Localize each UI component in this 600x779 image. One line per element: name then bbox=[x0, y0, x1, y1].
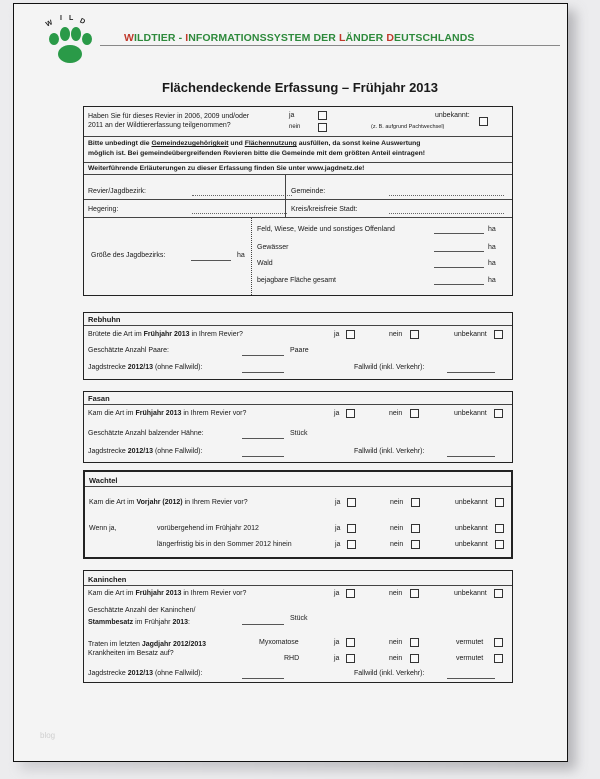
question-text: Kam die Art im bbox=[88, 590, 136, 597]
rebhuhn-question bbox=[88, 331, 243, 338]
header-title-part: L bbox=[338, 32, 346, 44]
fasan-question bbox=[88, 410, 246, 417]
info-row bbox=[84, 163, 512, 175]
kaninchen-count-label2 bbox=[88, 619, 190, 626]
unbekannt-label: unbekannt: bbox=[435, 112, 470, 119]
kreis-input[interactable] bbox=[389, 213, 504, 214]
unbekannt-label: unbekannt bbox=[455, 499, 488, 506]
wachtel-title: Wachtel bbox=[89, 476, 118, 485]
header-title-part: EUTSCHLANDS bbox=[394, 32, 475, 44]
unbekannt-label: unbekannt bbox=[454, 331, 487, 338]
question-text: Kam die Art im bbox=[89, 499, 137, 506]
section-header bbox=[84, 571, 512, 586]
rhd-vermutet-checkbox[interactable] bbox=[494, 654, 503, 663]
ja-label: ja bbox=[334, 331, 340, 338]
participation-question-line1: Haben Sie für dieses Revier in 2006, 2009 und/oder bbox=[88, 113, 250, 120]
ja-label: ja bbox=[335, 499, 341, 506]
revier-row bbox=[84, 175, 512, 200]
myxomatose-ja-checkbox[interactable] bbox=[346, 638, 355, 647]
notice-underlined-land-use: Flächennutzung bbox=[244, 140, 297, 147]
wachtel-sub2-nein-checkbox[interactable] bbox=[411, 540, 420, 549]
wachtel-nein-checkbox[interactable] bbox=[411, 498, 420, 507]
offenland-input[interactable] bbox=[434, 233, 484, 234]
myxomatose-vermutet-checkbox[interactable] bbox=[494, 638, 503, 647]
rebhuhn-nein-checkbox[interactable] bbox=[410, 330, 419, 339]
wachtel-question bbox=[89, 499, 248, 506]
notice-row bbox=[84, 137, 512, 163]
unit-ha: ha bbox=[488, 277, 496, 284]
participation-ja-checkbox[interactable] bbox=[318, 111, 327, 120]
column-divider bbox=[285, 175, 286, 199]
wachtel-section bbox=[83, 470, 513, 559]
ja-label: ja bbox=[334, 410, 340, 417]
wenn-ja-label: Wenn ja, bbox=[89, 525, 117, 532]
fasan-nein-checkbox[interactable] bbox=[410, 409, 419, 418]
nein-label: nein bbox=[390, 541, 404, 548]
column-divider bbox=[285, 200, 286, 217]
disease-rhd: RHD bbox=[284, 655, 300, 662]
question-text: Brütete die Art im bbox=[88, 331, 144, 338]
notice-text: ausfüllen, da sonst keine Auswertung bbox=[296, 140, 421, 147]
fallwild-label: Fallwild (inkl. Verkehr): bbox=[354, 448, 425, 455]
document-title: Flächendeckende Erfassung – Frühjahr 2013 bbox=[162, 80, 438, 95]
count-unit: Stück bbox=[290, 615, 308, 622]
wachtel-sub1-ja-checkbox[interactable] bbox=[347, 524, 356, 533]
fasan-section bbox=[83, 391, 513, 463]
kaninchen-count-label1: Geschätzte Anzahl der Kaninchen/ bbox=[88, 607, 196, 614]
strecke-text: Jagdstrecke bbox=[88, 448, 128, 455]
svg-text:D: D bbox=[78, 17, 87, 26]
land-use-gesamt: bejagbare Fläche gesamt bbox=[257, 277, 336, 284]
nein-label: nein bbox=[289, 124, 301, 130]
svg-text:I: I bbox=[60, 15, 62, 22]
ja-label: ja bbox=[289, 112, 295, 119]
section-header bbox=[84, 313, 512, 326]
fallwild-label: Fallwild (inkl. Verkehr): bbox=[354, 364, 425, 371]
ja-label: ja bbox=[335, 541, 341, 548]
strecke-text: (ohne Fallwild): bbox=[153, 364, 203, 371]
wachtel-sub1: vorübergehend im Frühjahr 2012 bbox=[157, 525, 259, 532]
ja-label: ja bbox=[334, 590, 340, 597]
wachtel-unbekannt-checkbox[interactable] bbox=[495, 498, 504, 507]
count-unit: Paare bbox=[290, 347, 309, 354]
rebhuhn-strecke-input[interactable] bbox=[242, 372, 284, 373]
myxomatose-nein-checkbox[interactable] bbox=[410, 638, 419, 647]
strecke-text: Jagdstrecke bbox=[88, 670, 128, 677]
kaninchen-section bbox=[83, 570, 513, 683]
disease-bold: Jagdjahr 2012/2013 bbox=[141, 641, 207, 648]
unit-ha: ha bbox=[488, 244, 496, 251]
vermutet-label: vermutet bbox=[456, 655, 484, 662]
rhd-ja-checkbox[interactable] bbox=[346, 654, 355, 663]
kaninchen-ja-checkbox[interactable] bbox=[346, 589, 355, 598]
header-divider bbox=[100, 45, 560, 46]
question-bold: Vorjahr (2012) bbox=[136, 499, 183, 506]
strecke-bold: 2012/13 bbox=[127, 448, 153, 455]
vermutet-label: vermutet bbox=[456, 639, 484, 646]
revier-label: Revier/Jagdbezirk: bbox=[88, 188, 146, 195]
rebhuhn-count-input[interactable] bbox=[242, 355, 284, 356]
strecke-bold: 2012/13 bbox=[127, 670, 153, 677]
rebhuhn-count-label: Geschätzte Anzahl Paare: bbox=[88, 347, 169, 354]
participation-nein-checkbox[interactable] bbox=[318, 123, 327, 132]
header-title-part: ILDTIER - bbox=[134, 32, 186, 44]
svg-text:W: W bbox=[44, 19, 54, 29]
hegering-row bbox=[84, 200, 512, 218]
section-header bbox=[84, 392, 512, 405]
notice-line2: möglich ist. Bei gemeindeübergreifenden Revieren bitte die Gemeinde mit dem größten Anteil eintragen! bbox=[88, 150, 426, 157]
info-text: Weiterführende Erläuterungen zu dieser Erfassung finden Sie unter www.jagdnetz.de! bbox=[88, 165, 365, 172]
rebhuhn-fallwild-input[interactable] bbox=[447, 372, 495, 373]
wald-input[interactable] bbox=[434, 267, 484, 268]
strecke-text: Jagdstrecke bbox=[88, 364, 128, 371]
fasan-fallwild-input[interactable] bbox=[447, 456, 495, 457]
header-title-part: I bbox=[185, 32, 189, 44]
kaninchen-unbekannt-checkbox[interactable] bbox=[494, 589, 503, 598]
wachtel-ja-checkbox[interactable] bbox=[347, 498, 356, 507]
nein-label: nein bbox=[389, 410, 403, 417]
nein-label: nein bbox=[389, 590, 403, 597]
header-title-part: W bbox=[124, 32, 135, 44]
nein-label: nein bbox=[389, 639, 403, 646]
participation-unbekannt-checkbox[interactable] bbox=[479, 117, 488, 126]
notice-text: und bbox=[228, 140, 245, 147]
groesse-input[interactable] bbox=[191, 260, 231, 261]
fasan-count-input[interactable] bbox=[242, 438, 284, 439]
count-text: : bbox=[188, 619, 190, 626]
question-bold: Frühjahr 2013 bbox=[135, 590, 182, 597]
unit-ha: ha bbox=[488, 226, 496, 233]
kaninchen-fallwild-input[interactable] bbox=[447, 678, 495, 679]
section-header bbox=[85, 472, 511, 487]
rebhuhn-section bbox=[83, 312, 513, 380]
question-bold: Frühjahr 2013 bbox=[143, 331, 190, 338]
unbekannt-label: unbekannt bbox=[454, 410, 487, 417]
rhd-nein-checkbox[interactable] bbox=[410, 654, 419, 663]
disease-question2: Krankheiten im Besatz auf? bbox=[88, 650, 174, 657]
svg-text:L: L bbox=[69, 15, 74, 22]
hegering-label: Hegering: bbox=[88, 206, 119, 213]
fasan-title: Fasan bbox=[88, 394, 110, 403]
count-bold: Stammbesatz bbox=[88, 619, 134, 626]
count-unit: Stück bbox=[290, 430, 308, 437]
unbekannt-label: unbekannt bbox=[455, 541, 488, 548]
kaninchen-strecke-input[interactable] bbox=[242, 678, 284, 679]
nein-label: nein bbox=[389, 655, 403, 662]
question-text: in Ihrem Revier vor? bbox=[181, 410, 247, 417]
fasan-unbekannt-checkbox[interactable] bbox=[494, 409, 503, 418]
question-text: in Ihrem Revier vor? bbox=[181, 590, 247, 597]
column-divider bbox=[251, 218, 253, 295]
unit-ha: ha bbox=[488, 260, 496, 267]
unbekannt-label: unbekannt bbox=[455, 525, 488, 532]
question-text: Kam die Art im bbox=[88, 410, 136, 417]
notice-underlined-municipality: Gemeindezugehörigkeit bbox=[151, 140, 229, 147]
question-text: in Ihrem Revier? bbox=[189, 331, 243, 338]
kaninchen-question bbox=[88, 590, 246, 597]
kaninchen-count-input[interactable] bbox=[242, 624, 284, 625]
hegering-input[interactable] bbox=[192, 213, 287, 214]
rebhuhn-ja-checkbox[interactable] bbox=[346, 330, 355, 339]
header-title bbox=[124, 32, 474, 44]
nein-label: nein bbox=[390, 499, 404, 506]
notice-line1 bbox=[88, 140, 420, 147]
fasan-strecke bbox=[88, 448, 202, 455]
watermark: blog bbox=[40, 731, 56, 740]
rebhuhn-title: Rebhuhn bbox=[88, 315, 121, 324]
header-title-part: ÄNDER bbox=[345, 32, 387, 44]
kaninchen-nein-checkbox[interactable] bbox=[410, 589, 419, 598]
revier-input[interactable] bbox=[192, 195, 292, 196]
wachtel-sub1-unbekannt-checkbox[interactable] bbox=[495, 524, 504, 533]
ja-label: ja bbox=[335, 525, 341, 532]
gewaesser-input[interactable] bbox=[434, 251, 484, 252]
header-title-part: D bbox=[386, 32, 395, 44]
question-text: in Ihrem Revier vor? bbox=[182, 499, 248, 506]
disease-question1 bbox=[88, 641, 206, 648]
kaninchen-title: Kaninchen bbox=[88, 575, 127, 584]
nein-label: nein bbox=[390, 525, 404, 532]
strecke-text: (ohne Fallwild): bbox=[153, 670, 203, 677]
fasan-ja-checkbox[interactable] bbox=[346, 409, 355, 418]
gemeinde-input[interactable] bbox=[389, 195, 504, 196]
land-use-gewaesser: Gewässer bbox=[257, 244, 289, 251]
rebhuhn-strecke bbox=[88, 364, 202, 371]
land-use-wald: Wald bbox=[257, 260, 273, 267]
participation-row bbox=[84, 107, 512, 137]
header-title-part: NFORMATIONSSYSTEM DER bbox=[188, 32, 339, 44]
ja-label: ja bbox=[334, 655, 340, 662]
fallwild-label: Fallwild (inkl. Verkehr): bbox=[354, 670, 425, 677]
groesse-label: Größe des Jagdbezirks: bbox=[91, 252, 166, 259]
disease-myxomatose: Myxomatose bbox=[259, 639, 299, 646]
strecke-text: (ohne Fallwild): bbox=[153, 448, 203, 455]
question-bold: Frühjahr 2013 bbox=[135, 410, 182, 417]
fasan-count-label: Geschätzte Anzahl balzender Hähne: bbox=[88, 430, 204, 437]
notice-text: Bitte unbedingt die bbox=[88, 140, 152, 147]
unit-ha: ha bbox=[237, 252, 245, 259]
wachtel-sub2-ja-checkbox[interactable] bbox=[347, 540, 356, 549]
wachtel-sub2-unbekannt-checkbox[interactable] bbox=[495, 540, 504, 549]
kreis-label: Kreis/kreisfreie Stadt: bbox=[291, 206, 358, 213]
unbekannt-note: (z. B. aufgrund Pachtwechsel) bbox=[371, 124, 445, 130]
participation-question-line2: 2011 an der Wildtiererfassung teilgenommen? bbox=[88, 122, 231, 129]
wild-paw-logo-icon bbox=[42, 14, 100, 64]
count-bold: 2013 bbox=[172, 619, 189, 626]
nein-label: nein bbox=[389, 331, 403, 338]
unbekannt-label: unbekannt bbox=[454, 590, 487, 597]
strecke-bold: 2012/13 bbox=[127, 364, 153, 371]
size-row bbox=[84, 218, 512, 295]
gemeinde-label: Gemeinde: bbox=[291, 188, 326, 195]
land-use-offenland: Feld, Wiese, Weide und sonstiges Offenland bbox=[257, 226, 395, 233]
count-text: im Frühjahr bbox=[133, 619, 173, 626]
kaninchen-strecke bbox=[88, 670, 202, 677]
wachtel-sub2: längerfristig bis in den Sommer 2012 hinein bbox=[157, 541, 292, 548]
wachtel-sub1-nein-checkbox[interactable] bbox=[411, 524, 420, 533]
rebhuhn-unbekannt-checkbox[interactable] bbox=[494, 330, 503, 339]
general-section bbox=[83, 106, 513, 296]
gesamt-input[interactable] bbox=[434, 284, 484, 285]
disease-text: Traten im letzten bbox=[88, 641, 142, 648]
fasan-strecke-input[interactable] bbox=[242, 456, 284, 457]
ja-label: ja bbox=[334, 639, 340, 646]
